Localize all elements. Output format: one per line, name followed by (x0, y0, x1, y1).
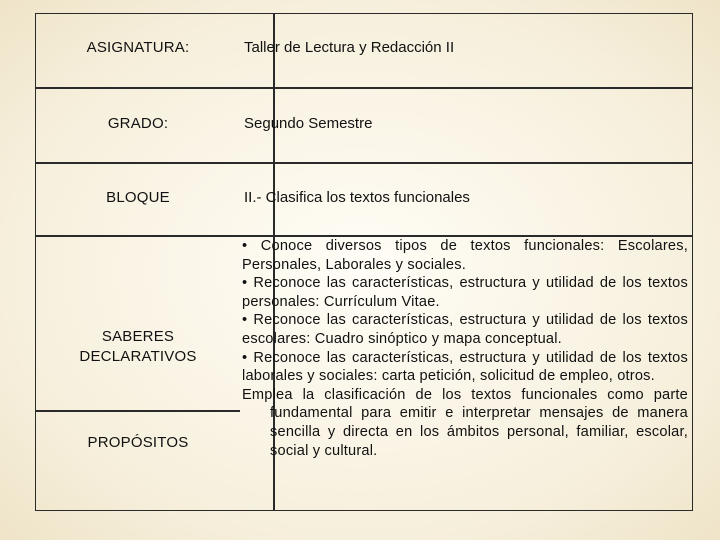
row-divider (36, 410, 240, 412)
saberes-content (242, 237, 688, 460)
info-table (35, 13, 693, 511)
grado-label: GRADO: (107, 115, 169, 132)
asignatura-value: Taller de Lectura y Redacción II (244, 39, 455, 56)
row-divider (36, 87, 692, 89)
saberes-bullet: • Conoce diversos tipos de textos funcionales: Escolares, Personales, Laborales y sociales. (242, 238, 688, 273)
saberes-label-line1: SABERES (101, 328, 175, 345)
proposito-text: Emplea la clasificación de los textos funcionales como parte fundamental para emitir e interpretar mensajes de manera sencilla y directa en los ámbitos personal, familiar, escolar, social y cultural. (242, 386, 688, 459)
row-divider (36, 162, 692, 164)
saberes-label-line2: DECLARATIVOS (79, 348, 197, 365)
saberes-bullet: • Reconoce las características, estructura y utilidad de los textos personales: Currículum Vitae. (242, 275, 688, 310)
grado-value: Segundo Semestre (244, 115, 373, 132)
saberes-bullet: • Reconoce las características, estructura y utilidad de los textos laborales y sociales: carta petición, solicitud de empleo, otros. (242, 349, 688, 385)
bloque-value: II.- Clasifica los textos funcionales (244, 189, 470, 206)
saberes-bullet: • Reconoce las características, estructura y utilidad de los textos escolares: Cuadro sinóptico y mapa conceptual. (242, 312, 688, 347)
saberes-label (36, 327, 240, 367)
asignatura-label: ASIGNATURA: (86, 39, 190, 56)
bloque-label: BLOQUE (106, 189, 170, 206)
propositos-label: PROPÓSITOS (87, 434, 189, 451)
